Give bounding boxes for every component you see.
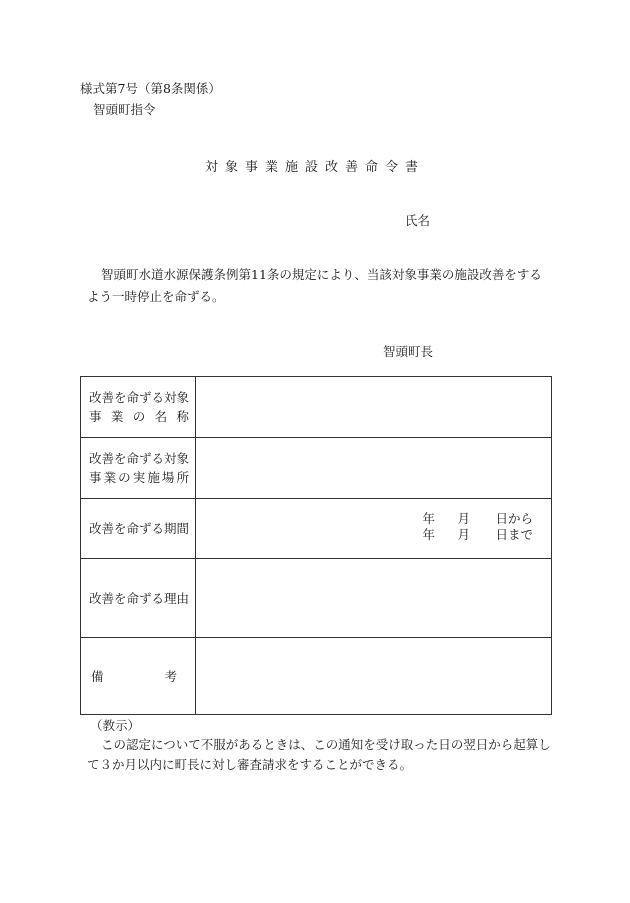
table-row-remarks (81, 638, 552, 715)
label-line: 改善を命ずる対象 (89, 451, 190, 466)
form-number: 様式第7号（第8条関係） (80, 81, 221, 96)
table-row-business-name (81, 377, 552, 438)
period-month: 月 (457, 527, 470, 542)
value-business-location[interactable] (196, 438, 552, 499)
label-line: 改善を命ずる期間 (89, 521, 190, 536)
value-business-name[interactable] (196, 377, 552, 438)
period-year: 年 (422, 527, 435, 542)
label-line: 事業の名称 (89, 409, 189, 424)
period-start (422, 511, 533, 527)
label-reason (81, 559, 196, 638)
label-line: 事業の実施場所 (89, 470, 189, 485)
period-end (422, 527, 533, 543)
label-business-location (81, 438, 196, 499)
value-reason[interactable] (196, 559, 552, 638)
table-row-business-location (81, 438, 552, 499)
label-line: 備考 (91, 668, 177, 684)
value-remarks[interactable] (196, 638, 552, 715)
document-title: 対象事業施設改善命令書 (204, 160, 425, 175)
label-line: 改善を命ずる対象 (89, 390, 190, 405)
issuer-name: 智頭町長 (383, 344, 434, 359)
addressee-name-label: 氏名 (405, 213, 431, 228)
period-day-until: 日まで (495, 527, 533, 542)
label-period (81, 499, 196, 559)
label-line: 改善を命ずる理由 (89, 590, 190, 606)
label-remarks (81, 638, 196, 715)
label-business-name (81, 377, 196, 438)
document-reference: 智頭町指令 (93, 102, 156, 117)
notice-heading: （教示） (90, 718, 141, 733)
order-details-table (80, 376, 552, 715)
value-period[interactable] (196, 499, 552, 559)
order-body-text: 智頭町水道水源保護条例第11条の規定により、当該対象事業の施設改善をするよう一時停止を命ずる。 (87, 267, 542, 304)
period-day-from: 日から (495, 511, 533, 526)
table-row-period (81, 499, 552, 559)
table-row-reason (81, 559, 552, 638)
period-month: 月 (457, 511, 470, 526)
period-year: 年 (422, 511, 435, 526)
period-range (422, 511, 533, 543)
notice-text: この認定について不服があるときは、この通知を受け取った日の翌日から起算して３か月以内に町長に対し審査請求をすることができる。 (87, 737, 551, 772)
